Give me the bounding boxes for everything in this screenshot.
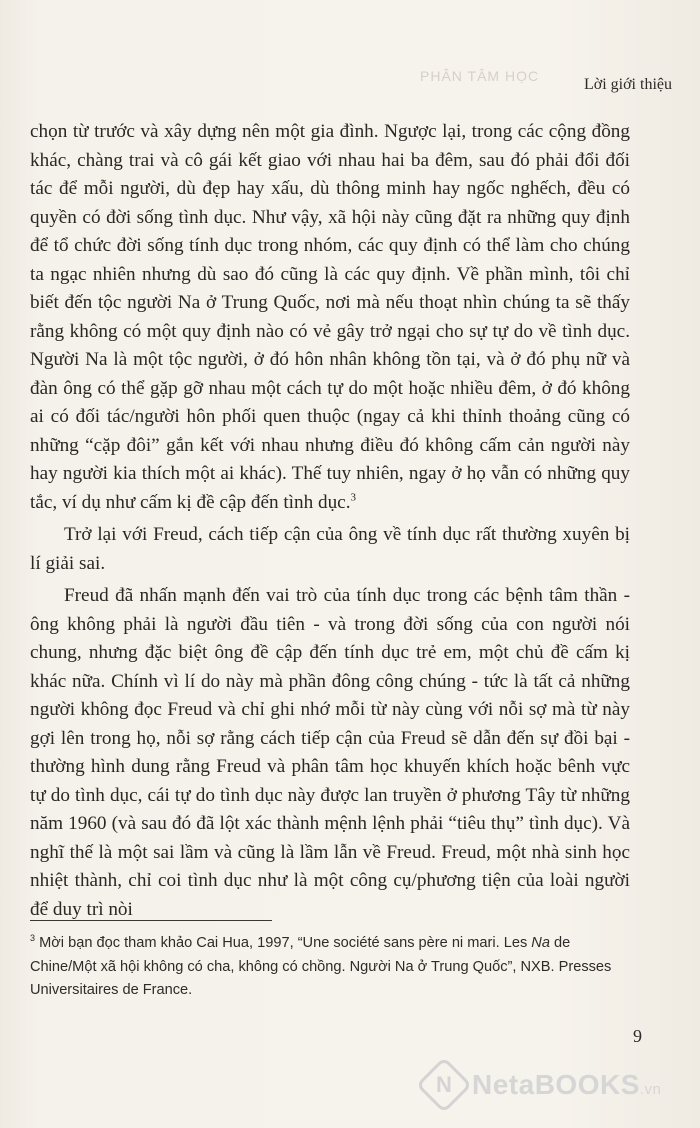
watermark-brand: NetaBOOKS.vn [472,1069,662,1100]
netabooks-logo-icon: N [416,1057,473,1114]
main-text [30,118,630,924]
footnote-text-end: de Chine/Một xã hội không có cha, không có chồng. Người Na ở Trung Quốc”, NXB. Presses Universitaires de France. [30,935,612,998]
footnote-text-start: Mời bạn đọc tham khảo Cai Hua, 1997, “Une société sans père ni mari. Les [35,935,532,951]
paragraph-1-text: chọn từ trước và xây dựng nên một gia đình. Ngược lại, trong các cộng đồng khác, chàng trai và cô gái kết giao với nhau hai ba đêm, sau đó phải đổi đối tác để mỗi người, dù đẹp hay xấu, dù thông minh hay ngốc nghếch, đều có quyền có đời sống tình dục. Như vậy, xã hội này cũng đặt ra những quy định để tổ chức đời sống tính dục trong nhóm, các quy định có thể làm cho chúng ta ngạc nhiên nhưng dù sao đó cũng là các quy định. Về phần mình, tôi chỉ biết đến tộc người Na ở Trung Quốc, nơi mà nếu thoạt nhìn chúng ta sẽ thấy rằng không có một quy định nào có vẻ gây trở ngại cho sự tự do về tình dục. Người Na là một tộc người, ở đó hôn nhân không tồn tại, và ở đó phụ nữ và đàn ông có thể gặp gỡ nhau một cách tự do một hoặc nhiều đêm, ở đó không ai có đối tác/người hôn phối quen thuộc (ngay cả khi thỉnh thoảng cũng có những “cặp đôi” gắn kết với nhau nhưng điều đó không cấm cản người này hay người kia thích một ai khác). Thế tuy nhiên, ngay ở họ vẫn có những quy tắc, ví dụ như cấm kị đề cập đến tình dục [30,121,630,513]
page-number: 9 [633,1026,642,1046]
show-through-text: PHÂN TÂM HỌC [420,68,540,84]
watermark [424,1060,661,1110]
running-header-title: Lời giới thiệu [583,76,672,93]
footnote-number: 3 [30,933,36,944]
footnote [30,932,630,1003]
paragraph-2: Trở lại với Freud, cách tiếp cận của ông về tính dục rất thường xuyên bị lí giải sai. [30,524,630,574]
footnote-text-italic: Na [531,935,550,951]
footnote-reference[interactable]: 3 [350,491,357,504]
paragraph-3: Freud đã nhấn mạnh đến vai trò của tính dục trong các bệnh tâm thần - ông không phải là người đầu tiên - và trong đời sống của con người nói chung, nhưng đặc biệt ông đề cập đến tính dục trẻ em, một chủ đề cấm kị khác nữa. Chính vì lí do này mà phần đông công chúng - tức là tất cả những người không đọc Freud và chỉ ghi nhớ mỗi từ này cùng với nỗi sợ mà từ này gợi lên trong họ, nỗi sợ rằng cách tiếp cận của Freud sẽ dẫn đến sự đồi bại - thường hình dung rằng Freud và phân tâm học khuyến khích hoặc bênh vực tự do tình dục, cái tự do tình dục này được lan truyền ở phương Tây từ những năm 1960 (và sau đó đã lột xác thành mệnh lệnh phải “tiêu thụ” tình dục). Và nghĩ thế là một sai lầm và cũng là lầm lẫn về Freud. Freud, một nhà sinh học nhiệt thành, chỉ coi tình dục như là một công cụ/phương tiện của loài người để duy trì nòi [30,585,630,920]
footnote-divider [30,920,272,921]
watermark-suffix: .vn [639,1081,662,1098]
paragraph-1: chọn từ trước và xây dựng nên một gia đình. Ngược lại, trong các cộng đồng khác, chàng trai và cô gái kết giao với nhau hai ba đêm, sau đó phải đổi đối tác để mỗi người, dù đẹp hay xấu, dù thông minh hay ngốc nghếch, đều có quyền có đời sống tình dục. Như vậy, xã hội này cũng đặt ra những quy định để tổ chức đời sống tính dục trong nhóm, các quy định có thể làm cho chúng ta ngạc nhiên nhưng dù sao đó cũng là các quy định. Về phần mình, tôi chỉ biết đến tộc người Na ở Trung Quốc, nơi mà nếu thoạt nhìn chúng ta sẽ thấy rằng không có một quy định nào có vẻ gây trở ngại cho sự tự do về tình dục. Người Na là một tộc người, ở đó hôn nhân không tồn tại, và ở đó phụ nữ và đàn ông có thể gặp gỡ nhau một cách tự do một hoặc nhiều đêm, ở đó không ai có đối tác/người hôn phối quen thuộc (ngay cả khi thỉnh thoảng cũng có những “cặp đôi” gắn kết với nhau nhưng điều đó không cấm cản người này hay người kia thích một ai khác). Thế tuy nhiên, ngay ở họ vẫn có những quy tắc, ví dụ như cấm kị đề cập đến tình dục.$^3$ [30,121,630,513]
